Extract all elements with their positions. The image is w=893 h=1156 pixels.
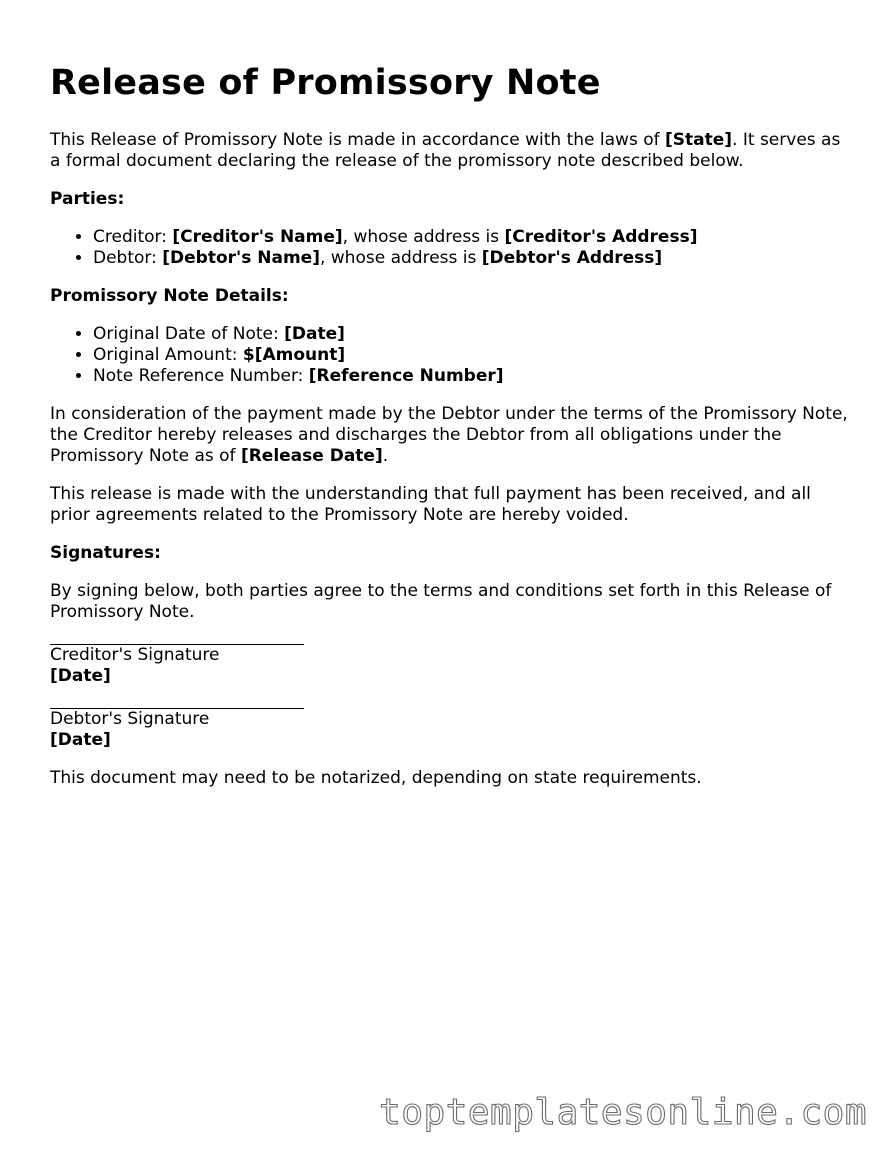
consideration-text-after: . [382, 446, 389, 466]
details-item-label: Note Reference Number: [93, 366, 309, 386]
state-placeholder: [State] [665, 130, 733, 150]
debtor-signature-block [50, 707, 850, 751]
details-list [50, 324, 850, 387]
creditor-prefix: Creditor: [93, 227, 173, 247]
document-page [50, 58, 850, 806]
creditor-signature-block [50, 643, 850, 687]
intro-paragraph [50, 130, 850, 172]
debtor-prefix: Debtor: [93, 248, 163, 268]
creditor-address-placeholder: [Creditor's Address] [504, 227, 698, 247]
creditor-signature-date: [Date] [50, 666, 111, 686]
creditor-name-placeholder: [Creditor's Name] [172, 227, 343, 247]
creditor-signature-label: Creditor's Signature [50, 645, 220, 665]
parties-list [50, 227, 850, 269]
details-item-value: [Reference Number] [308, 366, 504, 386]
debtor-address-placeholder: [Debtor's Address] [481, 248, 663, 268]
watermark-text: toptemplatesonline.com [379, 1092, 867, 1133]
debtor-signature-date: [Date] [50, 730, 111, 750]
signatures-heading: Signatures: [50, 543, 161, 563]
details-item-value: [Date] [284, 324, 345, 344]
notarize-note: This document may need to be notarized, depending on state requirements. [50, 768, 702, 788]
details-item-label: Original Date of Note: [93, 324, 285, 344]
details-item [93, 366, 850, 387]
debtor-item [93, 248, 850, 269]
intro-text-after: . It serves as a formal document declaring the release of the promissory note described below. [50, 130, 841, 171]
intro-text-before: This Release of Promissory Note is made in accordance with the laws of [50, 130, 666, 150]
details-heading: Promissory Note Details: [50, 286, 289, 306]
details-item [93, 324, 850, 345]
parties-heading: Parties: [50, 189, 125, 209]
debtor-name-placeholder: [Debtor's Name] [162, 248, 320, 268]
document-title: Release of Promissory Note [50, 63, 601, 103]
details-item [93, 345, 850, 366]
details-item-value: $[Amount] [242, 345, 346, 365]
release-paragraph: This release is made with the understanding that full payment has been received, and all prior agreements related to the Promissory Note are hereby voided. [50, 484, 811, 525]
details-item-label: Original Amount: [93, 345, 243, 365]
creditor-item [93, 227, 850, 248]
debtor-middle: , whose address is [319, 248, 482, 268]
consideration-text-before: In consideration of the payment made by the Debtor under the terms of the Promissory Note, the Creditor hereby releases and discharges the Debtor from all obligations under the Promissory Note as of [50, 404, 848, 466]
release-date-placeholder: [Release Date] [240, 446, 383, 466]
creditor-middle: , whose address is [342, 227, 505, 247]
consideration-paragraph [50, 404, 850, 467]
signatures-paragraph: By signing below, both parties agree to the terms and conditions set forth in this Release of Promissory Note. [50, 581, 832, 622]
debtor-signature-label: Debtor's Signature [50, 709, 210, 729]
